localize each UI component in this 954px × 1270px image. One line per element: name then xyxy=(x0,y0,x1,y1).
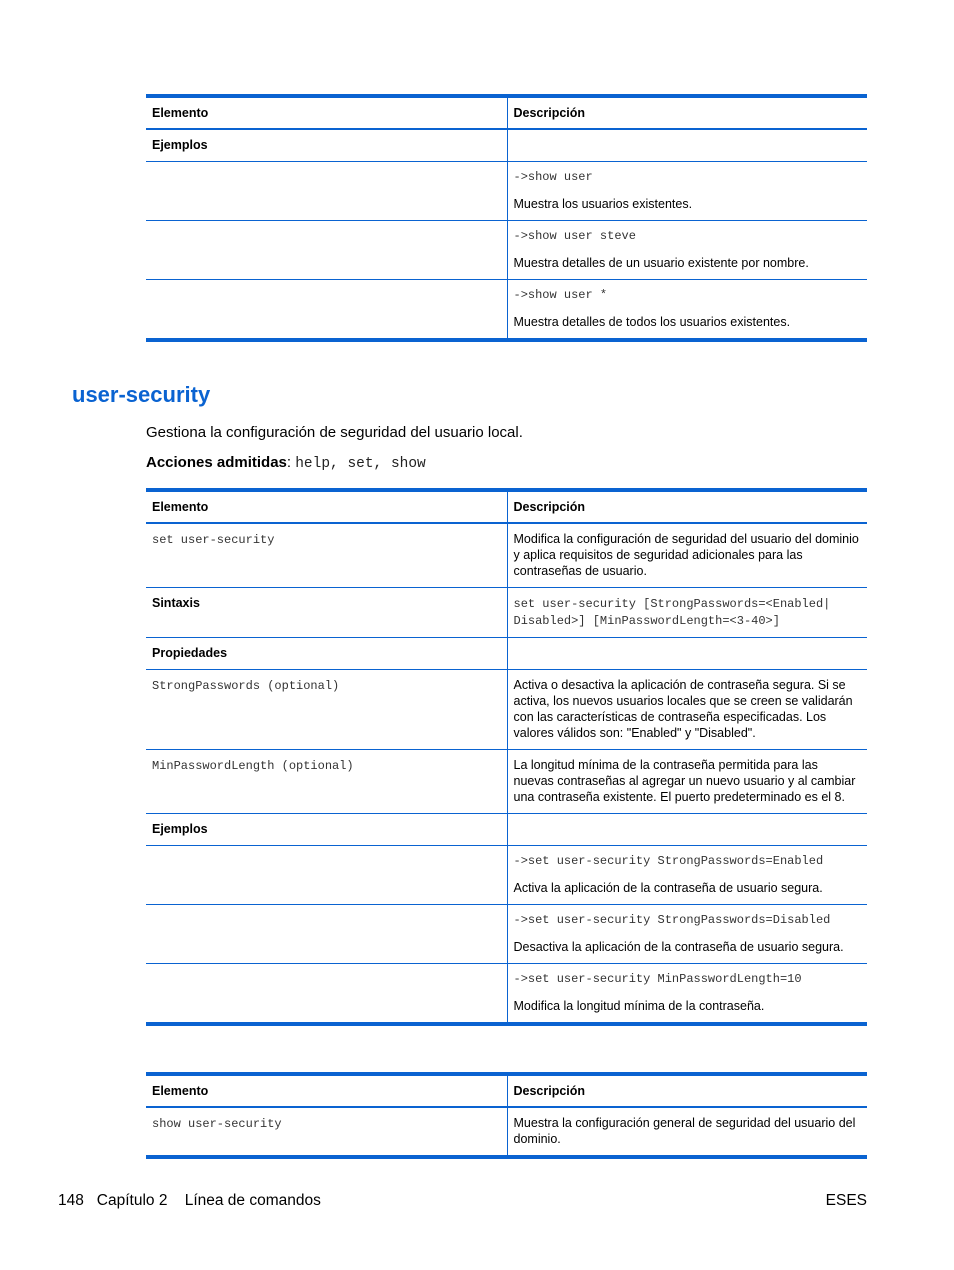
example-cell xyxy=(507,846,867,905)
chapter-label: Capítulo 2 xyxy=(96,1192,168,1209)
header-elemento: Elemento xyxy=(146,96,507,129)
empty-cell xyxy=(146,905,507,964)
empty-cell xyxy=(146,964,507,1025)
example-description: Modifica la longitud mínima de la contraseña. xyxy=(513,999,765,1013)
property-name-cell xyxy=(146,750,507,814)
example-description: Desactiva la aplicación de la contraseña de usuario segura. xyxy=(513,940,844,954)
example-command: ->show user * xyxy=(513,288,608,302)
example-description: Muestra detalles de todos los usuarios existentes. xyxy=(513,315,791,329)
table-row xyxy=(146,964,867,1025)
page-footer-left xyxy=(58,1192,321,1210)
property-description: Activa o desactiva la aplicación de contraseña segura. Si se activa, los nuevos usuarios locales que se creen se validarán con las características de contraseña especificadas. Los valores válidos son: "Enabled" y "Disabled". xyxy=(507,670,867,750)
description-cell: Modifica la configuración de seguridad del usuario del dominio y aplica requisitos de seguridad adicionales para las contraseñas de usuario. xyxy=(507,523,867,588)
section-label: Ejemplos xyxy=(146,129,507,162)
empty-cell xyxy=(507,638,867,670)
syntax-label: Sintaxis xyxy=(146,588,507,638)
section-row-propiedades xyxy=(146,638,867,670)
empty-cell xyxy=(146,280,507,341)
syntax-value: set user-security [StrongPasswords=<Enabled| Disabled>] [MinPasswordLength=<3-40>] xyxy=(513,597,831,628)
table-row xyxy=(146,1107,867,1157)
section-intro: Gestiona la configuración de seguridad del usuario local. xyxy=(146,424,523,441)
page-number: 148 xyxy=(58,1192,84,1209)
header-elemento: Elemento xyxy=(146,1074,507,1107)
user-security-show-table xyxy=(146,1072,867,1159)
table-row xyxy=(146,280,867,341)
header-descripcion: Descripción xyxy=(507,1074,867,1107)
property-name: StrongPasswords (optional) xyxy=(152,679,340,693)
empty-cell xyxy=(146,162,507,221)
chapter-title: Línea de comandos xyxy=(184,1192,321,1209)
property-row xyxy=(146,750,867,814)
example-command: ->set user-security MinPasswordLength=10 xyxy=(513,972,802,986)
example-command: ->set user-security StrongPasswords=Disabled xyxy=(513,913,831,927)
header-descripcion: Descripción xyxy=(507,96,867,129)
section-label: Propiedades xyxy=(146,638,507,670)
example-cell xyxy=(507,221,867,280)
syntax-cell xyxy=(507,588,867,638)
property-description: La longitud mínima de la contraseña permitida para las nuevas contraseñas al agregar un nuevo usuario y al cambiar una contraseña existente. El puerto predeterminado es el 8. xyxy=(507,750,867,814)
section-row-ejemplos xyxy=(146,129,867,162)
example-command: ->show user xyxy=(513,170,593,184)
empty-cell xyxy=(146,221,507,280)
header-elemento: Elemento xyxy=(146,490,507,523)
property-name-cell xyxy=(146,670,507,750)
table-header-row xyxy=(146,96,867,129)
command-name: show user-security xyxy=(152,1117,282,1131)
element-cell xyxy=(146,523,507,588)
table-row xyxy=(146,523,867,588)
table-header-row xyxy=(146,490,867,523)
examples-table-show-user xyxy=(146,94,867,342)
empty-cell xyxy=(146,846,507,905)
actions-separator: : xyxy=(286,454,296,471)
section-row-ejemplos xyxy=(146,814,867,846)
property-name: MinPasswordLength (optional) xyxy=(152,759,354,773)
actions-label: Acciones admitidas xyxy=(146,454,287,471)
empty-cell xyxy=(507,129,867,162)
section-label: Ejemplos xyxy=(146,814,507,846)
header-descripcion: Descripción xyxy=(507,490,867,523)
example-command: ->set user-security StrongPasswords=Enabled xyxy=(513,854,824,868)
user-security-set-table xyxy=(146,488,867,1026)
example-command: ->show user steve xyxy=(513,229,636,243)
table-row xyxy=(146,162,867,221)
example-description: Muestra los usuarios existentes. xyxy=(513,197,693,211)
element-cell xyxy=(146,1107,507,1157)
example-cell xyxy=(507,280,867,341)
empty-cell xyxy=(507,814,867,846)
example-description: Activa la aplicación de la contraseña de usuario segura. xyxy=(513,881,823,895)
example-cell xyxy=(507,162,867,221)
table-row xyxy=(146,905,867,964)
table-header-row xyxy=(146,1074,867,1107)
supported-actions xyxy=(146,454,426,472)
table-row xyxy=(146,221,867,280)
command-name: set user-security xyxy=(152,533,275,547)
example-description: Muestra detalles de un usuario existente por nombre. xyxy=(513,256,809,270)
actions-value: help, set, show xyxy=(295,456,426,472)
table-row xyxy=(146,846,867,905)
example-cell xyxy=(507,905,867,964)
page-footer-right: ESES xyxy=(825,1192,867,1209)
syntax-row xyxy=(146,588,867,638)
section-title: user-security xyxy=(72,382,211,407)
property-row xyxy=(146,670,867,750)
example-cell xyxy=(507,964,867,1025)
description-cell: Muestra la configuración general de seguridad del usuario del dominio. xyxy=(507,1107,867,1157)
